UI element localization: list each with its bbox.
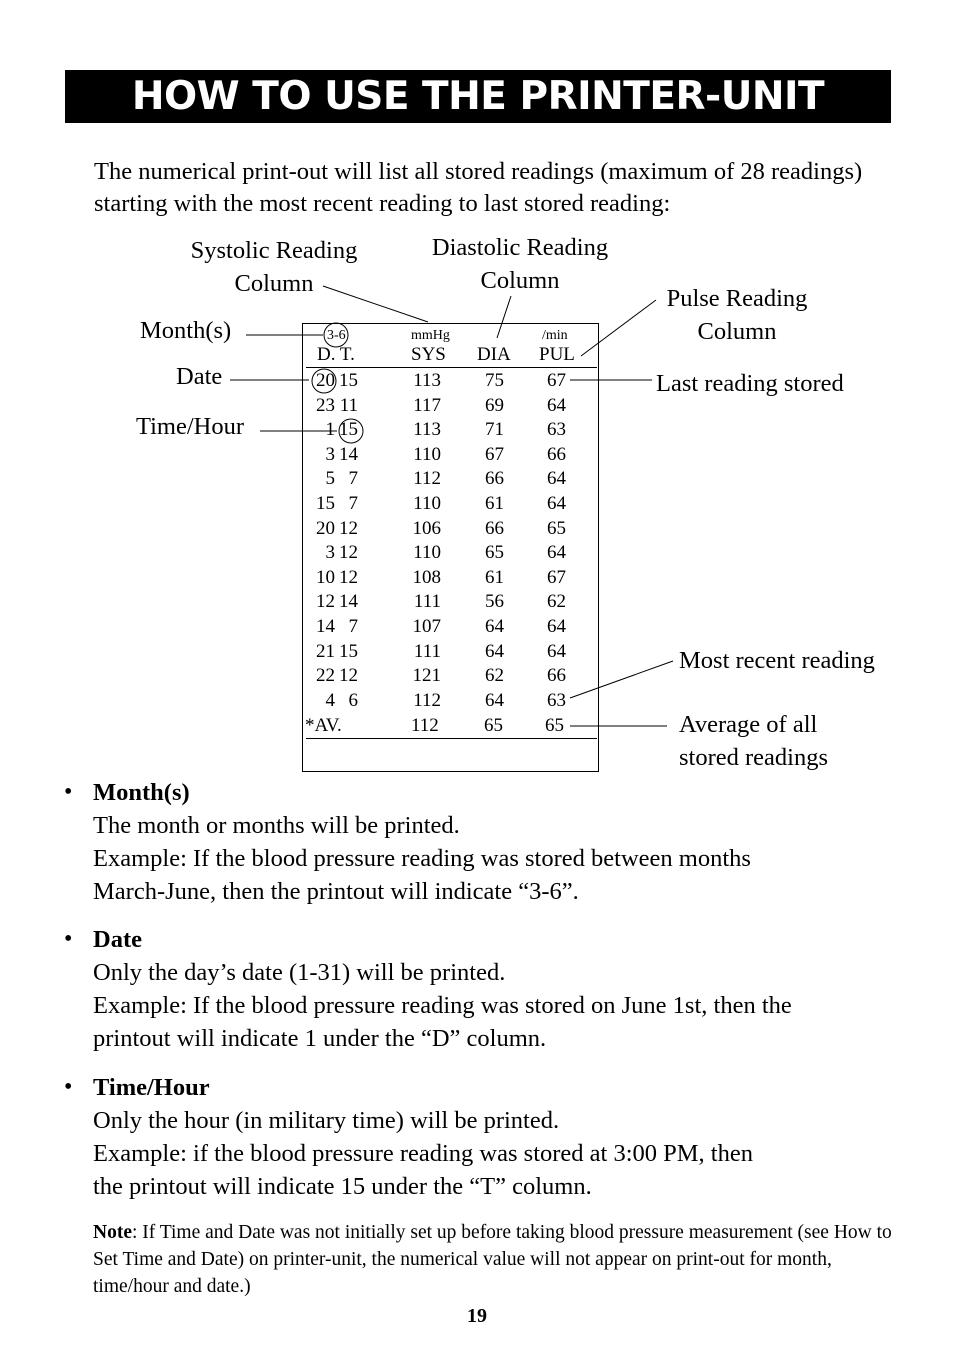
printout-cell-d: 22: [316, 665, 335, 687]
printout-cell-dia: 62: [485, 665, 504, 687]
printout-cell-pul: 66: [547, 443, 566, 465]
diastolic-leader: [497, 296, 511, 338]
printout-cell-sys: 110: [413, 443, 441, 465]
systolic-callout-line1: Systolic Reading: [190, 237, 358, 264]
systolic-leader: [323, 286, 428, 322]
bullet-line: printout will indicate 1 under the “D” column.: [93, 1025, 547, 1052]
printout-cell-t: 14: [339, 443, 358, 465]
printout-cell-t: 14: [339, 591, 358, 613]
bullet-heading: Date: [93, 926, 142, 953]
printout-cell-dia: 67: [485, 443, 504, 465]
printout-cell-d: 20: [316, 370, 335, 391]
printout-cell-pul: 64: [547, 394, 566, 416]
printout-average-label: *AV.: [305, 715, 342, 736]
intro-paragraph: The numerical print-out will list all stored readings (maximum of 28 readings) starting with the most recent reading to last stored reading:: [94, 158, 863, 217]
bullet-line: March-June, then the printout will indicate “3-6”.: [93, 878, 579, 905]
printout-col-pul: PUL: [539, 344, 575, 365]
printout-average-pul: 65: [545, 715, 564, 736]
printout-cell-sys: 113: [413, 370, 441, 391]
printout-cell-d: 3: [325, 542, 335, 564]
printout-months: 3-6: [327, 328, 346, 343]
printout-cell-pul: 67: [547, 566, 566, 588]
bullet-marker: •: [64, 926, 73, 952]
note-label: Note: [93, 1222, 132, 1243]
printout-cell-t: 12: [339, 542, 358, 564]
printout-cell-t: 7: [348, 468, 358, 490]
printout-cell-pul: 65: [547, 517, 566, 539]
printout-cell-sys: 110: [413, 493, 441, 514]
page-number: 19: [467, 1305, 487, 1327]
printout-cell-pul: 67: [547, 370, 566, 391]
printout-cell-t: 15: [339, 370, 358, 391]
printout-cell-d: 3: [325, 443, 335, 465]
systolic-callout-line2: Column: [234, 270, 314, 297]
printout-cell-d: 5: [325, 468, 335, 490]
page-title: HOW TO USE THE PRINTER-UNIT: [131, 74, 825, 119]
note-paragraph: [93, 1219, 893, 1300]
note-text: : If Time and Date was not initially set up before taking blood pressure measurement (see How to Set Time and Date) on printer-unit, the numerical value will not appear on print-out for month, time/hour and date.): [93, 1222, 892, 1297]
printout-cell-d: 14: [316, 616, 335, 637]
printout-unit-pulse: /min: [542, 328, 568, 343]
printout-cell-t: 12: [339, 517, 358, 539]
printout-cell-sys: 117: [413, 394, 441, 416]
printout-cell-sys: 110: [413, 542, 441, 564]
printout-cell-dia: 66: [485, 468, 504, 490]
printout-cell-d: 10: [316, 566, 335, 588]
printout-cell-pul: 62: [547, 591, 566, 613]
bullet-line: Only the hour (in military time) will be printed.: [93, 1107, 560, 1134]
printout-cell-d: 1: [325, 419, 335, 441]
diastolic-callout-line1: Diastolic Reading: [431, 234, 609, 261]
printout-average-sys: 112: [411, 715, 439, 736]
printout-cell-dia: 64: [485, 640, 504, 662]
printout-cell-sys: 112: [413, 468, 441, 490]
time-callout: Time/Hour: [136, 413, 245, 440]
printout-cell-t: 12: [339, 566, 358, 588]
printout-average-dia: 65: [484, 715, 503, 736]
printout-col-sys: SYS: [411, 344, 446, 365]
printout-cell-sys: 112: [413, 689, 441, 711]
printout-cell-d: 21: [316, 640, 335, 662]
printout-cell-t: 6: [348, 689, 358, 711]
printout-cell-t: 7: [348, 616, 358, 637]
printout-cell-dia: 71: [485, 419, 504, 441]
printout-cell-d: 20: [316, 517, 335, 539]
printout-cell-t: 15: [339, 419, 358, 441]
printout-cell-pul: 64: [547, 542, 566, 564]
printout-cell-pul: 66: [547, 665, 566, 687]
printout-cell-d: 4: [325, 689, 335, 711]
printout-cell-t: 12: [339, 665, 358, 687]
printout-cell-pul: 64: [547, 616, 566, 637]
months-highlight-circle: [324, 323, 348, 347]
average-callout-line2: stored readings: [679, 744, 828, 771]
printout-cell-t: 15: [339, 640, 358, 662]
printout-cell-sys: 111: [413, 591, 441, 613]
months-callout: Month(s): [140, 317, 232, 344]
printout-cell-pul: 64: [547, 640, 566, 662]
printout-unit-pressure: mmHg: [411, 328, 450, 343]
printout-cell-d: 23: [316, 394, 335, 416]
printout-cell-pul: 63: [547, 419, 566, 441]
printout-cell-d: 15: [316, 493, 335, 514]
date-callout: Date: [176, 363, 223, 390]
printout-cell-sys: 111: [413, 640, 441, 662]
printout-col-dt: D. T.: [317, 344, 355, 365]
bullet-line: Example: if the blood pressure reading was stored at 3:00 PM, then: [93, 1140, 753, 1167]
printout-cell-t: 11: [339, 394, 358, 416]
bullet-line: Example: If the blood pressure reading was stored on June 1st, then the: [93, 992, 792, 1019]
printout-cell-sys: 121: [412, 665, 441, 687]
diastolic-callout-line2: Column: [480, 267, 560, 294]
printout-cell-sys: 107: [412, 616, 441, 637]
pulse-leader: [581, 300, 656, 356]
most-recent-callout: Most recent reading: [679, 647, 875, 674]
printout-cell-sys: 106: [412, 517, 441, 539]
printout-cell-dia: 66: [485, 517, 504, 539]
time-highlight-circle: [339, 419, 363, 443]
printout-cell-pul: 64: [547, 468, 566, 490]
printout-cell-sys: 113: [413, 419, 441, 441]
bullet-marker: •: [64, 779, 73, 805]
printout-cell-dia: 56: [485, 591, 504, 613]
printout-cell-t: 7: [348, 493, 358, 514]
printout-cell-d: 12: [316, 591, 335, 613]
bullet-line: the printout will indicate 15 under the “T” column.: [93, 1173, 592, 1200]
printout-cell-dia: 64: [485, 689, 504, 711]
printout-cell-dia: 64: [485, 616, 504, 637]
bullet-heading: Month(s): [93, 779, 190, 806]
printout-cell-dia: 61: [485, 493, 504, 514]
printout-cell-sys: 108: [412, 566, 441, 588]
printout-cell-dia: 61: [485, 566, 504, 588]
date-highlight-circle: [312, 369, 336, 393]
bullet-line: Example: If the blood pressure reading was stored between months: [93, 845, 751, 872]
printout-cell-dia: 65: [485, 542, 504, 564]
most-recent-leader: [570, 661, 673, 698]
pulse-callout-line1: Pulse Reading: [666, 285, 808, 312]
average-callout-line1: Average of all: [679, 711, 818, 738]
printout-cell-pul: 63: [547, 689, 566, 711]
pulse-callout-line2: Column: [697, 318, 777, 345]
bullet-line: Only the day’s date (1-31) will be printed.: [93, 959, 506, 986]
bullet-line: The month or months will be printed.: [93, 812, 460, 839]
bullet-marker: •: [64, 1074, 73, 1100]
printout-col-dia: DIA: [477, 344, 511, 365]
printout-cell-dia: 69: [485, 394, 504, 416]
bullet-heading: Time/Hour: [93, 1074, 210, 1101]
last-stored-callout: Last reading stored: [656, 370, 844, 397]
printout-cell-pul: 64: [547, 493, 566, 514]
printout-cell-dia: 75: [485, 370, 504, 391]
